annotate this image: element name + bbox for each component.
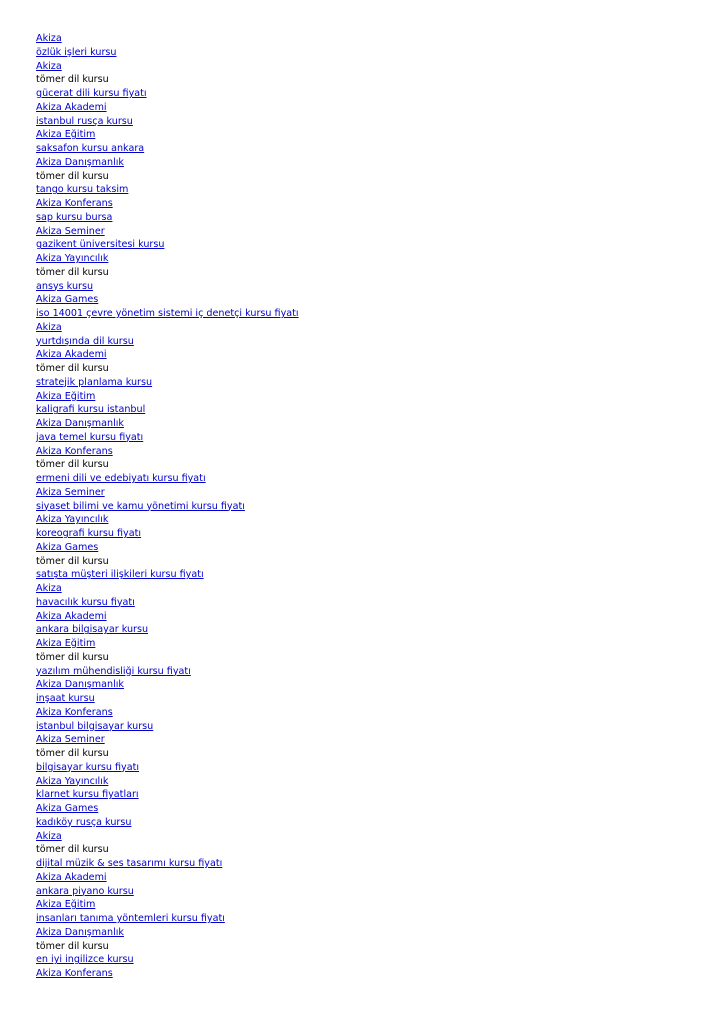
- list-link[interactable]: Akiza Akademi: [36, 871, 107, 883]
- list-link[interactable]: Akiza Seminer: [36, 486, 105, 498]
- list-link[interactable]: Akiza: [36, 321, 62, 333]
- list-link[interactable]: Akiza Akademi: [36, 349, 107, 361]
- list-link[interactable]: yazılım mühendisliği kursu fiyatı: [36, 665, 191, 677]
- list-link[interactable]: Akiza Eğitim: [36, 129, 96, 141]
- list-link[interactable]: Akiza Eğitim: [36, 638, 96, 649]
- list-link[interactable]: Akiza Konferans: [36, 968, 113, 979]
- list-link[interactable]: Akiza Konferans: [36, 445, 113, 457]
- list-link[interactable]: gücerat dili kursu fiyatı: [36, 88, 147, 99]
- list-link[interactable]: Akiza: [36, 60, 62, 72]
- list-link[interactable]: tango kursu taksim: [36, 184, 129, 196]
- list-link[interactable]: Akiza Akademi: [36, 101, 107, 113]
- list-link[interactable]: gazikent üniversitesi kursu: [36, 239, 165, 251]
- list-link[interactable]: Akiza Akademi: [36, 610, 107, 622]
- list-text: tömer dil kursu: [36, 363, 109, 374]
- list-text: tömer dil kursu: [36, 651, 109, 663]
- list-link[interactable]: Akiza: [36, 33, 62, 44]
- list-link[interactable]: Akiza Yayıncılık: [36, 253, 109, 264]
- list-link[interactable]: stratejik planlama kursu: [36, 376, 153, 388]
- list-text: tömer dil kursu: [36, 266, 109, 278]
- list-link[interactable]: Akiza Danışmanlık: [36, 156, 124, 168]
- link-list: [36, 32, 299, 981]
- list-link[interactable]: sap kursu bursa: [36, 211, 113, 223]
- list-link[interactable]: Akiza Games: [36, 803, 99, 814]
- list-link[interactable]: Akiza Yayıncılık: [36, 514, 109, 526]
- list-link[interactable]: havacılık kursu fiyatı: [36, 596, 135, 608]
- list-link[interactable]: ermeni dili ve edebiyatı kursu fiyatı: [36, 473, 206, 484]
- list-text: tömer dil kursu: [36, 555, 109, 567]
- list-link[interactable]: Akiza Games: [36, 294, 99, 306]
- list-link[interactable]: ansys kursu: [36, 280, 94, 292]
- list-link[interactable]: Akiza Danışmanlık: [36, 926, 124, 938]
- list-text: tömer dil kursu: [36, 459, 109, 471]
- list-link[interactable]: Akiza Danışmanlık: [36, 418, 124, 429]
- list-link[interactable]: iso 14001 çevre yönetim sistemi iç denetçi kursu fiyatı: [36, 308, 299, 319]
- list-link[interactable]: siyaset bilimi ve kamu yönetimi kursu fiyatı: [36, 500, 245, 512]
- list-link[interactable]: istanbul bilgisayar kursu: [36, 720, 154, 732]
- list-text: tömer dil kursu: [36, 748, 109, 759]
- list-link[interactable]: Akiza Danışmanlık: [36, 679, 124, 691]
- list-link[interactable]: saksafon kursu ankara: [36, 143, 145, 154]
- list-link[interactable]: Akiza Eğitim: [36, 390, 96, 402]
- list-link[interactable]: Akiza Konferans: [36, 198, 113, 209]
- list-link[interactable]: Akiza: [36, 583, 62, 594]
- list-link[interactable]: Akiza Eğitim: [36, 899, 96, 911]
- list-link[interactable]: en iyi ingilizce kursu: [36, 954, 134, 966]
- list-text: tömer dil kursu: [36, 74, 109, 86]
- list-link[interactable]: klarnet kursu fiyatları: [36, 789, 139, 801]
- list-text: tömer dil kursu: [36, 940, 109, 952]
- list-link[interactable]: özlük işleri kursu: [36, 46, 117, 58]
- list-link[interactable]: ankara piyano kursu: [36, 885, 134, 897]
- list-link[interactable]: insanları tanıma yöntemleri kursu fiyatı: [36, 913, 225, 924]
- list-link[interactable]: kadıköy rusça kursu: [36, 816, 132, 828]
- list-text: tömer dil kursu: [36, 170, 109, 182]
- list-link[interactable]: Akiza Seminer: [36, 225, 105, 237]
- list-link[interactable]: istanbul rusça kursu: [36, 115, 133, 127]
- list-link[interactable]: satışta müşteri ilişkileri kursu fiyatı: [36, 569, 204, 581]
- list-link[interactable]: Akiza Seminer: [36, 734, 105, 746]
- list-link[interactable]: koreografi kursu fiyatı: [36, 528, 142, 539]
- list-link[interactable]: ankara bilgisayar kursu: [36, 624, 149, 636]
- list-link[interactable]: bilgisayar kursu fiyatı: [36, 761, 140, 773]
- list-link[interactable]: yurtdışında dil kursu: [36, 335, 134, 347]
- list-link[interactable]: dijital müzik & ses tasarımı kursu fiyatı: [36, 858, 223, 869]
- list-text: tömer dil kursu: [36, 844, 109, 856]
- list-link[interactable]: Akiza: [36, 830, 62, 842]
- list-link[interactable]: Akiza Yayıncılık: [36, 775, 109, 787]
- list-link[interactable]: Akiza Konferans: [36, 706, 113, 718]
- list-link[interactable]: inşaat kursu: [36, 693, 95, 704]
- list-link[interactable]: kaligrafi kursu istanbul: [36, 404, 146, 416]
- list-link[interactable]: java temel kursu fiyatı: [36, 431, 144, 443]
- list-link[interactable]: Akiza Games: [36, 541, 99, 553]
